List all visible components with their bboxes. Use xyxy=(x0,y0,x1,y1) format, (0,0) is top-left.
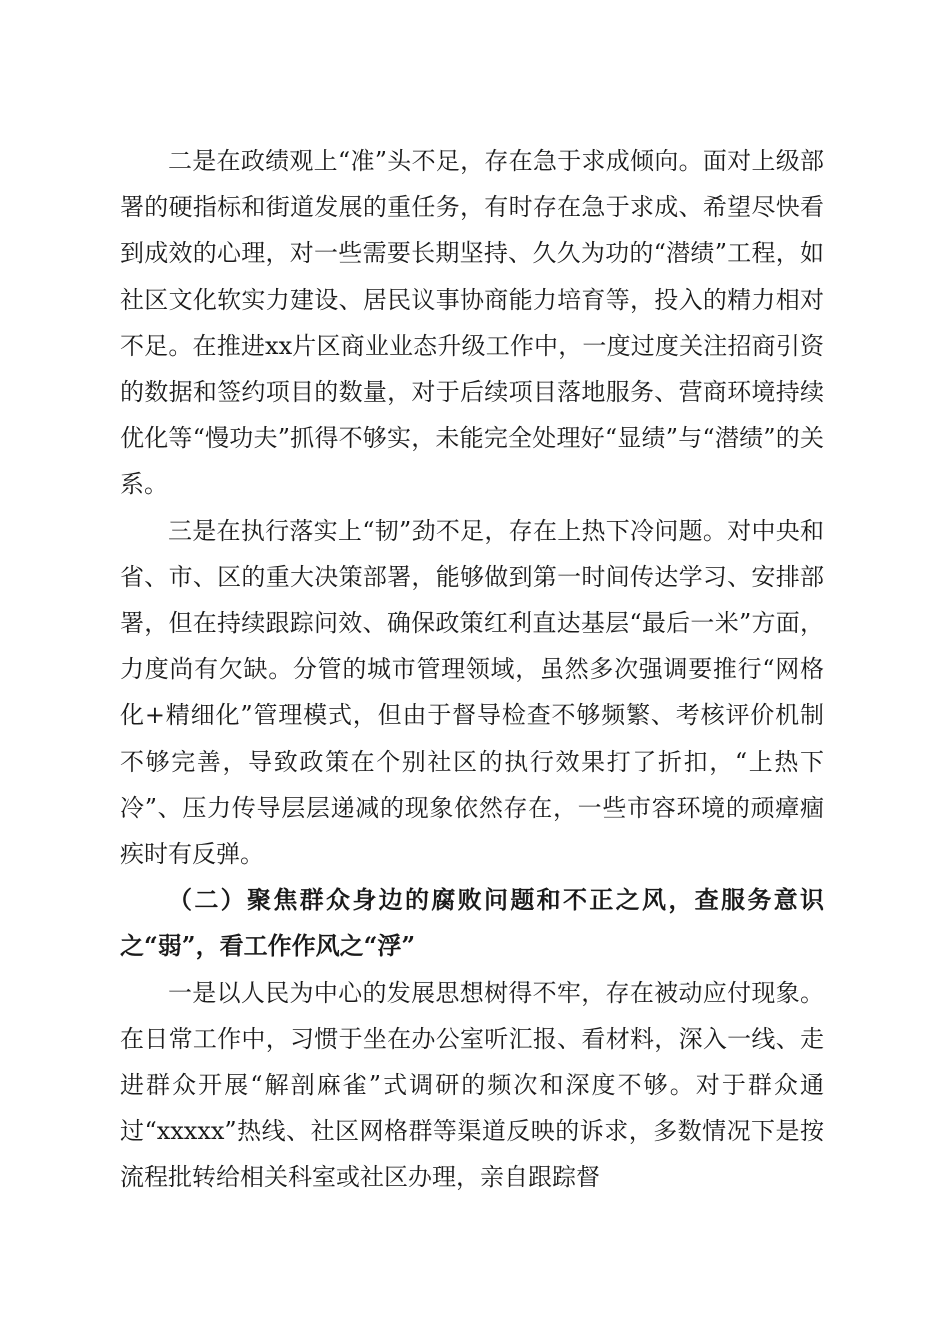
paragraph-people-centered: 一是以人民为中心的发展思想树得不牢，存在被动应付现象。在日常工作中，习惯于坐在办公室听汇报、看材料，深入一线、走进群众开展“解剖麻雀”式调研的频次和深度不够。对于群众通过“xxxxx”热线、社区网格群等渠道反映的诉求，多数情况下是按流程批转给相关科室或社区办理，亲自跟踪督 xyxy=(120,978,824,1192)
paragraph-political-achievement: 二是在政绩观上“准”头不足，存在急于求成倾向。面对上级部署的硬指标和街道发展的重任务，有时存在急于求成、希望尽快看到成效的心理，对一些需要长期坚持、久久为功的“潜绩”工程，如社区文化软实力建设、居民议事协商能力培育等，投入的精力相对不足。在推进xx片区商业业态升级工作中，一度过度关注招商引资的数据和签约项目的数量，对于后续项目落地服务、营商环境持续优化等“慢功夫”抓得不够实，未能完全处理好“显绩”与“潜绩”的关系。 xyxy=(120,147,824,499)
document-body xyxy=(120,138,824,1201)
section-heading-2: （二）聚焦群众身边的腐败问题和不正之风，查服务意识之“弱”，看工作作风之“浮” xyxy=(120,885,824,961)
paragraph-execution: 三是在执行落实上“韧”劲不足，存在上热下冷问题。对中央和省、市、区的重大决策部署，能够做到第一时间传达学习、安排部署，但在持续跟踪问效、确保政策红利直达基层“最后一米”方面，力度尚有欠缺。分管的城市管理领域，虽然多次强调要推行“网格化+精细化”管理模式，但由于督导检查不够频繁、考核评价机制不够完善，导致政策在个别社区的执行效果打了折扣，“上热下冷”、压力传导层层递减的现象依然存在，一些市容环境的顽瘴痼疾时有反弹。 xyxy=(120,516,824,869)
